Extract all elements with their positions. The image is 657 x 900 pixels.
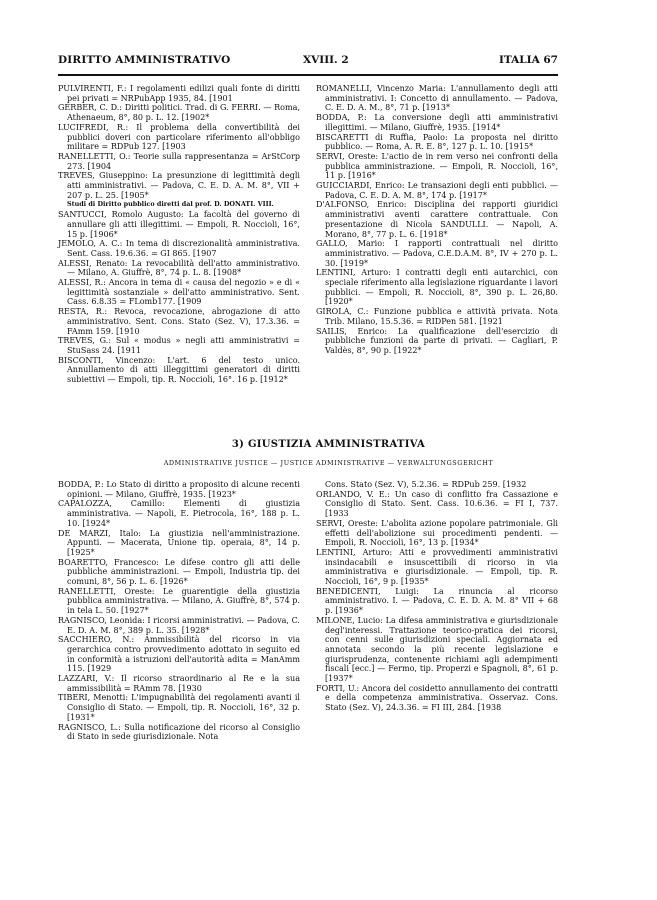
column-4 <box>316 480 558 713</box>
entry: SERVI, Oreste: L'actio de in rem verso nei confronti della pubblica amministrazione. — Empoli, R. Noccioli, 16°, 11 p. [1916* <box>316 151 558 181</box>
entry: LUCIFREDI, R.: Il problema della convertibilità dei pubblici doveri con particolare riferimento all'obbligo militare = RDPub 127. [1903 <box>58 122 300 152</box>
header-country-page: ITALIA 67 <box>498 54 558 66</box>
header-rule <box>58 74 558 76</box>
entry: ALESSI, Renato: La revocabilità dell'atto amministrativo. — Milano, A. Giuffrè, 8°, 74 p. L. 8. [1908* <box>58 258 300 278</box>
entry-continuation: Cons. Stato (Sez. V), 5.2.36. = RDPub 259. [1932 <box>325 480 527 489</box>
entry: ORLANDO, V. E.: Un caso di conflitto fra Cassazione e Consiglio di Stato. Sent. Cass. 10.6.36. = FI I, 737. [1933 <box>316 489 558 519</box>
entry: SACCHIERO, N.: Ammissibilità del ricorso in via gerarchica contro provvedimento adottato in seguito ed in conformità a istruzioni dell'autorità adita = ManAmm 115. [1929 <box>58 635 300 674</box>
entry: LENTINI, Arturo: I contratti degli enti autarchici, con speciale riferimento alla legislazione riguardante i lavori pubblici. — Empoli, R. Noccioli, 8°, 390 p. L. 26,80. [1920* <box>316 268 558 307</box>
entry: D'ALFONSO, Enrico: Disciplina dei rapporti giuridici amministrativi aventi carattere contrattuale. Con presentazione di Nicola SANDULLI. — Napoli, A. Morano, 8°, 77 p. L. 6. [1918* <box>316 200 558 239</box>
entry: PULVIRENTI, F.: I regolamenti edilizi quali fonte di diritti pei privati = NRPubApp 1935, 84. [1901 <box>58 84 300 103</box>
entry: BODDA, P.: La conversione degli atti amministrativi illegittimi. — Milano, Giuffrè, 1935. [1914* <box>316 113 558 132</box>
entry: RAGNISCO, Leonida: I ricorsi amministrativi. — Padova, C. E. D. A. M. 8°, 389 p. L. 35. [1928* <box>58 615 300 635</box>
entry: ROMANELLI, Vincenzo Maria: L'annullamento degli atti amministrativi. I: Concetto di annullamento. — Padova, C. E. D. A. M., 8°, 71 p. [1913* <box>316 84 558 113</box>
entry: BISCONTI, Vincenzo: L'art. 6 del testo unico. Annullamento di atti illeggittimi generatori di diritti subiettivi — Empoli, tip. R. Noccioli, 16°. 16 p. [1912* <box>58 355 300 385</box>
entry: MILONE, Lucio: La difesa amministrativa e giurisdizionale degl'interessi. Trattazione teorico-pratica dei ricorsi, con cenni sulle giurisdizioni speciali. Aggiornata ed annotata secondo la più recente legislazione e giurisprudenza, contenente richiami agli adempimenti fiscali [ecc.] — Fermo, tip. Properzi e Spagnoli, 8°, 61 p. [1937* <box>316 615 558 684</box>
entry: SAILIS, Enrico: La qualificazione dell'esercizio di pubbliche funzioni da parte di privati. — Cagliari, P. Valdès, 8°, 90 p. [1922* <box>316 326 558 355</box>
entry: RANELLETTI, O.: Teorie sulla rappresentanza = ArStCorp 273. [1904 <box>58 151 300 171</box>
entry: RAGNISCO, L.: Sulla notificazione del ricorso al Consiglio di Stato in sede giurisdizionale. Nota <box>58 722 300 742</box>
entry: GUICCIARDI, Enrico: Le transazioni degli enti pubblici. — Padova, C. E. D. A. M. 8°, 174 p. [1917* <box>316 181 558 200</box>
entry: RANELLETTI, Oreste: Le guarentigie della giustizia pubblica amministrativa. — Milano, A. Giuffrè, 8°, 574 p. in tela L. 50. [1927* <box>58 586 300 616</box>
section-subtitle: ADMINISTRATIVE JUSTICE — JUSTICE ADMINISTRATIVE — VERWALTUNGSGERICHT <box>163 459 494 467</box>
entry: BISCARETTI di Ruffia, Paolo: La proposta nel diritto pubblico. — Roma, A. R. E. 8°, 127 p. L. 10. [1915* <box>316 132 558 152</box>
entry: CAPALOZZA, Camillo: Elementi di giustizia amministrativa. — Napoli, E. Pietrocola, 16°, 188 p. L. 10. [1924* <box>58 499 300 528</box>
column-3 <box>58 480 300 742</box>
column-1 <box>58 84 300 385</box>
entry: ALESSI, R.: Ancora in tema di « causa del negozio » e di « legittimità sostanziale » dell'atto amministrativo. Sent. Cass. 6.8.35 = FLomb177. [1909 <box>58 278 300 307</box>
section-title: 3) GIUSTIZIA AMMINISTRATIVA <box>231 439 426 450</box>
entry: GIROLA, C.: Funzione pubblica e attività privata. Nota Trib. Milano, 15.5.36. = RIDPen 581. [1921 <box>316 307 558 326</box>
entry: TREVES, Giuseppino: La presunzione di legittimità degli atti amministrativi. — Padova, C. E. D. A. M. 8°, VII + 207 p. L. 25. [1905* <box>58 171 300 200</box>
entry: TREVES, G.: Sul « modus » negli atti amministrativi = StuSass 24. [1911 <box>58 336 300 355</box>
entry: SERVI, Oreste: L'abolita azione popolare patrimoniale. Gli effetti dell'abolizione sui procedimenti pendenti. — Empoli, R. Noccioli, 16°, 13 p. [1934* <box>316 518 558 548</box>
header-section-title: DIRITTO AMMINISTRATIVO <box>58 54 231 66</box>
series-note: Studi di Diritto pubblico diretti dal prof. D. DONATI. VIII. <box>67 200 274 209</box>
header-volume: XVIII. 2 <box>303 54 349 66</box>
entry: BENEDICENTI, Luigi: La rinuncia al ricorso amministrativo. I. — Padova, C. E. D. A. M. 8° VII + 68 p. [1936* <box>316 586 558 616</box>
entry: BODDA, P.: Lo Stato di diritto a proposito di alcune recenti opinioni. — Milano, Giuffrè, 1935. [1923* <box>58 480 300 499</box>
running-header <box>58 54 558 70</box>
entry: GALLO, Mario: I rapporti contrattuali nel diritto amministrativo. — Padova, C.E.D.A.M. 8°, IV + 270 p. L. 30. [1919* <box>316 239 558 268</box>
entry: LAZZARI, V.: Il ricorso straordinario al Re e la sua ammissibilità = RAmm 78. [1930 <box>58 674 300 693</box>
column-2 <box>316 84 558 356</box>
entry: DE MARZI, Italo: La giustizia nell'amministrazione. Appunti. — Macerata, Unione tip. operaia, 8°, 14 p. [1925* <box>58 528 300 557</box>
entry: SANTUCCI, Romolo Augusto: La facoltà del governo di annullare gli atti illegittimi. — Empoli, R. Noccioli, 16°, 15 p. [1906* <box>58 210 300 239</box>
entry: JEMOLO, A. C.: In tema di discrezionalità amministrativa. Sent. Cass. 19.6.36. = GI 865. [1907 <box>58 239 300 258</box>
entry: FORTI, U.: Ancora del cosidetto annullamento dei contratti e della competenza amministrativa. Osservaz. Cons. Stato (Sez. V), 24.3.36. = FI III, 284. [1938 <box>316 683 558 713</box>
entry: GERBER, C. D.: Diritti politici. Trad. di G. FERRI. — Roma, Athenaeum, 8°, 80 p. L. 12. [1902* <box>58 103 300 123</box>
entry: RESTA, R.: Revoca, revocazione, abrogazione di atto amministrativo. Sent. Cons. Stato (Sez. V), 17.3.36. = FAmm 159. [1910 <box>58 307 300 336</box>
entry: TIBERI, Menotti: L'impugnabilità dei regolamenti avanti il Consiglio di Stato. — Empoli, tip. R. Noccioli, 16°, 32 p. [1931* <box>58 693 300 722</box>
entry: BOARETTO, Francesco: Le difese contro gli atti delle pubbliche amministrazioni. — Empoli, Industria tip. dei comuni, 8°, 56 p. L. 6. [1926* <box>58 557 300 587</box>
entry: LENTINI, Arturo: Atti e provvedimenti amministrativi insindacabili e insuscettibili di ricorso in via amministrativa e giurisdizionale. — Empoli, tip. R. Noccioli, 16°, 9 p. [1935* <box>316 547 558 587</box>
